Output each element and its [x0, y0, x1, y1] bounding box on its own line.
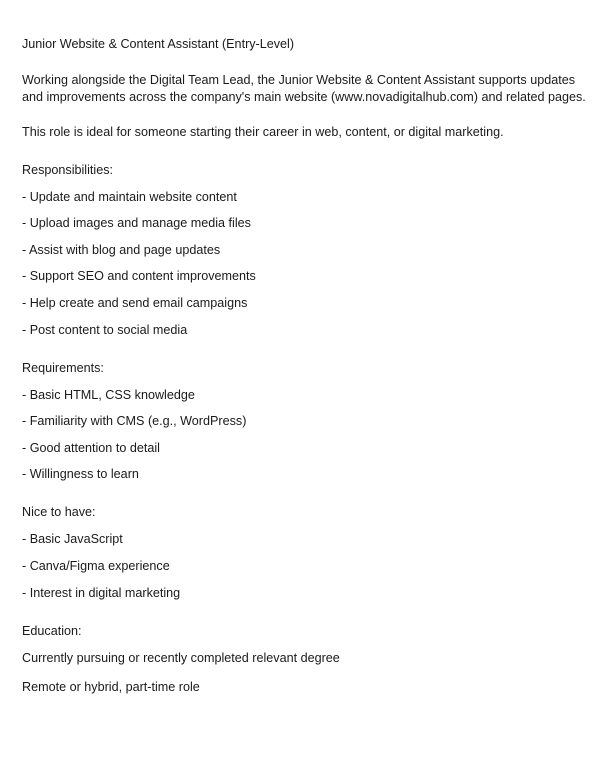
list-item: - Upload images and manage media files	[22, 216, 251, 231]
responsibilities-list	[22, 189, 588, 339]
list-item: - Basic JavaScript	[22, 532, 123, 547]
list-item: - Willingness to learn	[22, 467, 139, 482]
list-item: - Post content to social media	[22, 322, 188, 337]
responsibilities-section	[22, 162, 588, 339]
list-item: - Support SEO and content improvements	[22, 269, 256, 284]
requirements-section	[22, 360, 588, 484]
requirements-list	[22, 387, 588, 484]
intro-paragraph: Working alongside the Digital Team Lead, the Junior Website & Content Assistant supports updates and improvements across the company's main website (www.novadigitalhub.com) and related pages.	[22, 73, 586, 105]
list-item: - Canva/Figma experience	[22, 558, 170, 573]
list-item: - Help create and send email campaigns	[22, 295, 248, 310]
education-heading: Education:	[22, 623, 82, 638]
education-detail: Currently pursuing or recently completed relevant degree	[22, 650, 340, 665]
list-item: - Update and maintain website content	[22, 189, 237, 204]
requirements-heading: Requirements:	[22, 360, 104, 375]
nice-to-have-heading: Nice to have:	[22, 505, 96, 520]
section-spacer	[22, 494, 588, 504]
list-item: - Basic HTML, CSS knowledge	[22, 387, 195, 402]
education-section	[22, 623, 588, 667]
list-item: - Interest in digital marketing	[22, 585, 181, 600]
nice-to-have-list	[22, 531, 588, 601]
list-item: - Assist with blog and page updates	[22, 242, 221, 257]
section-spacer	[22, 613, 588, 623]
nice-to-have-section	[22, 504, 588, 601]
list-item: - Good attention to detail	[22, 440, 160, 455]
page-title: Junior Website & Content Assistant (Entry-Level)	[22, 37, 295, 51]
responsibilities-heading: Responsibilities:	[22, 162, 113, 177]
closing-line: Remote or hybrid, part-time role	[22, 679, 200, 694]
summary-line: This role is ideal for someone starting their career in web, content, or digital marketing.	[22, 125, 504, 140]
list-item: - Familiarity with CMS (e.g., WordPress)	[22, 414, 247, 429]
section-spacer	[22, 350, 588, 360]
